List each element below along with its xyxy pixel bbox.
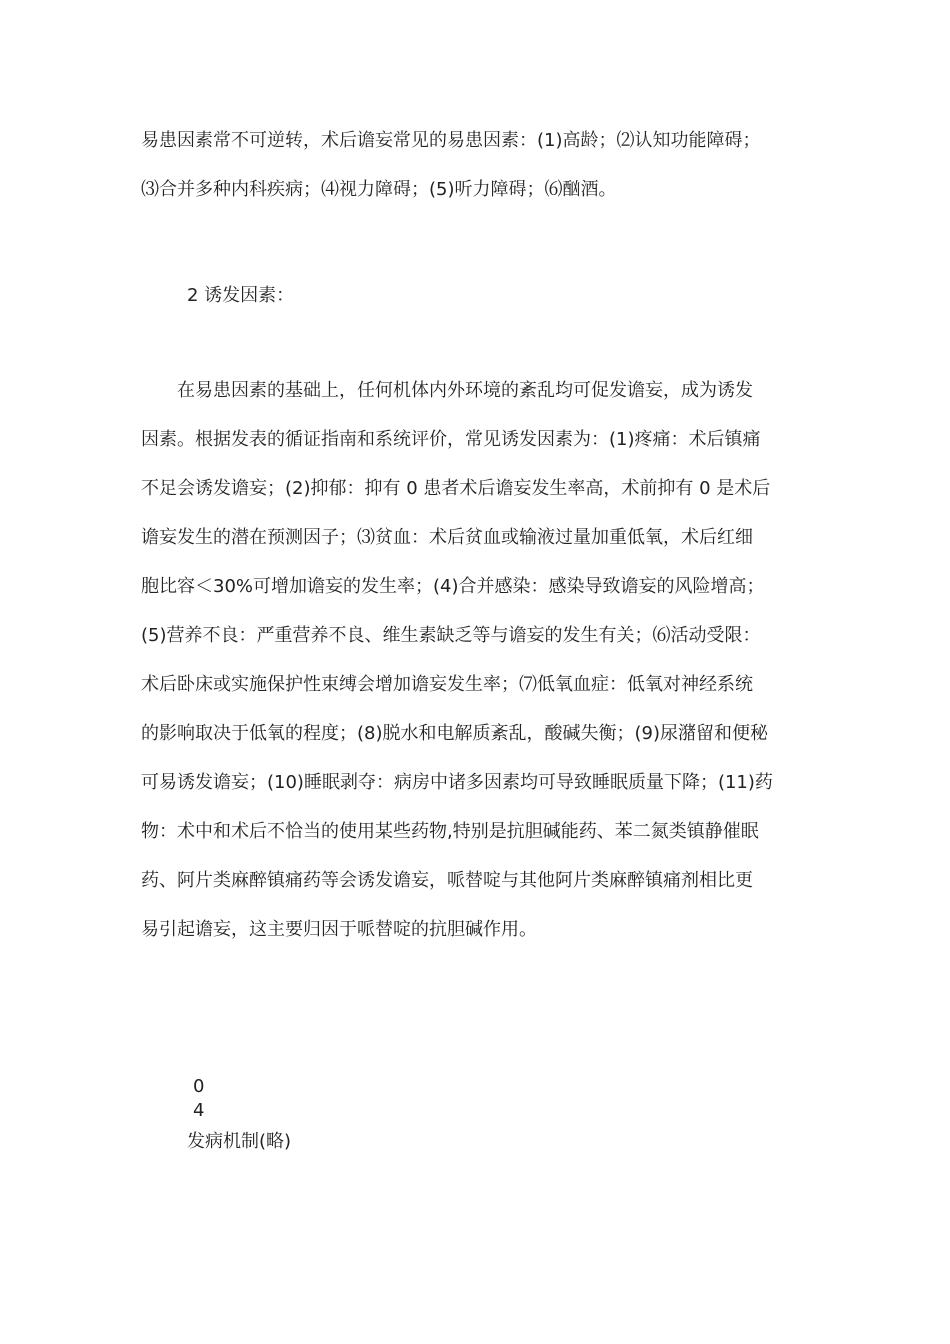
- text-line: 的影响取决于低氧的程度；(8)脱水和电解质紊乱，酸碱失衡；(9)尿潴留和便秘: [141, 723, 768, 744]
- text-line: (5)营养不良：严重营养不良、维生素缺乏等与谵妄的发生有关；⑹活动受限：: [141, 625, 761, 646]
- text-line: 胞比容＜30%可增加谵妄的发生率；(4)合并感染：感染导致谵妄的风险增高；: [141, 576, 765, 597]
- section-number-digit-2: 4: [193, 1100, 205, 1121]
- heading-precipitating-factors: [187, 271, 859, 320]
- section-number-digit-1: 0: [193, 1076, 205, 1097]
- text-line: 物：术中和术后不恰当的使用某些药物,特别是抗胆碱能药、苯二氮类镇静催眠: [141, 821, 759, 842]
- text-line: ⑶合并多种内科疾病；⑷视力障碍；(5)听力障碍；⑹酗酒。: [141, 179, 617, 200]
- section-title: 发病机制(略): [187, 1131, 292, 1152]
- text-line: 可易诱发谵妄；(10)睡眠剥夺：病房中诸多因素均可导致睡眠质量下降；(11)药: [141, 772, 773, 793]
- heading-text: 2 诱发因素：: [187, 285, 295, 306]
- text-line: 因素。根据发表的循证指南和系统评价，常见诱发因素为：(1)疼痛：术后镇痛: [141, 429, 761, 450]
- paragraph-precipitating-factors: [141, 366, 813, 954]
- text-line: 易引起谵妄，这主要归因于哌替啶的抗胆碱作用。: [141, 919, 537, 940]
- text-line: 在易患因素的基础上，任何机体内外环境的紊乱均可促发谵妄，成为诱发: [141, 380, 753, 401]
- text-line: 易患因素常不可逆转，术后谵妄常见的易患因素：(1)高龄；⑵认知功能障碍；: [141, 130, 761, 151]
- text-line: 药、阿片类麻醉镇痛药等会诱发谵妄，哌替啶与其他阿片类麻醉镇痛剂相比更: [141, 870, 753, 891]
- paragraph-predisposing-factors: [141, 116, 813, 214]
- text-line: 谵妄发生的潜在预测因子；⑶贫血：术后贫血或输液过量加重低氧，术后红细: [141, 527, 753, 548]
- text-line: 不足会诱发谵妄；(2)抑郁：抑有 0 患者术后谵妄发生率高，术前抑有 0 是术后: [141, 478, 771, 499]
- text-line: 术后卧床或实施保护性束缚会增加谵妄发生率；⑺低氧血症：低氧对神经系统: [141, 674, 753, 695]
